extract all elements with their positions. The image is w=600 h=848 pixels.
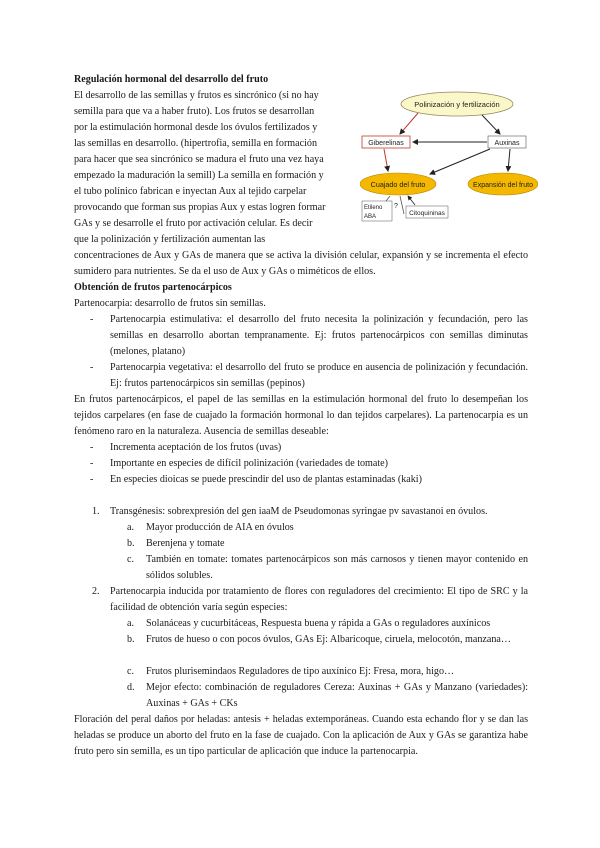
gibberellins-label: Giberelinas [368,140,404,147]
sub-letter: a. [127,522,135,533]
sub-item: Berenjena y tomate [146,538,225,549]
para-line: El desarrollo de las semillas y frutos es sincrónico (si no hay [74,90,319,101]
bullet-pollination: Importante en especies de difícil polinización (variedades de tomate) [110,458,389,469]
bullet-dioecious: En especies dioicas se puede prescindir del uso de plantas estaminadas (kaki) [110,474,422,485]
bullet-dash: - [90,442,94,453]
sub-letter: b. [127,538,135,549]
para-line: que la polinización y fertilización aumentan las [74,234,266,245]
ethylene-label: Etileno [364,205,383,211]
numbered-item-transgenesis: Transgénesis: sobrexpresión del gen iaaM de Pseudomonas syringae pv savastanoi en óvulos. [110,506,488,517]
sub-letter: b. [127,634,135,645]
parthenocarpy-intro: Partenocarpia: desarrollo de frutos sin semillas. [74,298,266,309]
arrow-auxins-fruitset [430,149,490,174]
sub-letter: a. [127,618,135,629]
list-number: 2. [92,586,100,597]
para-line: el tubo polínico fabrican e inyectan Aux al tejido carpelar [74,186,307,197]
para-tail: concentraciones de Aux y GAs de manera que se activa la división celular, expansión y se incrementa el efecto sumidero para nutrientes. Se da el uso de Aux y GAs o miméticos de ellos. [74,250,528,277]
bullet-stimulative: Partenocarpia estimulativa: el desarrollo del fruto necesita la polinización y fecundación, pero las semillas en desarrollo abortan tempranamente. Ej: frutos partenocárpicos con semillas diminutas (melones, platano) [110,314,528,357]
bullet-dash: - [90,474,94,485]
sub-letter: c. [127,554,135,565]
auxins-label: Auxinas [494,140,520,147]
section-title-hormonal: Regulación hormonal del desarrollo del fruto [74,74,269,85]
section-title-parthenocarpy: Obtención de frutos partenocárpicos [74,282,232,293]
arrow-auxins-expansion [508,149,510,171]
bullet-acceptance: Incrementa aceptación de los frutos (uvas) [110,442,282,453]
sub-letter: c. [127,666,135,677]
sub-item: Solanáceas y cucurbitáceas, Respuesta buena y rápida a GAs o reguladores auxínicos [146,618,491,629]
sub-item: Frutos de hueso o con pocos óvulos, GAs Ej: Albaricoque, ciruela, melocotón, manzana… [146,634,511,645]
pollination-label: Polinización y fertilización [414,100,500,109]
cytokinins-label: Citoquininas [409,210,445,217]
arrow-gibberellins-fruitset [384,149,388,171]
sub-letter: d. [127,682,135,693]
para-line: GAs y se desarrolle el fruto por activación celular. Es decir [74,218,313,229]
question-label: ? [394,203,398,210]
fruit-expansion-label: Expansión del fruto [473,182,533,189]
sub-item: Mejor efecto: combinación de reguladores Cereza: Auxinas + GAs y Manzano (variedades): Auxinas + GAs + CKs [146,682,528,709]
sub-item: Frutos plurisemindaos Reguladores de tipo auxínico Ej: Fresa, mora, higo… [146,666,455,677]
inhibit-line-mid [400,196,404,214]
aba-label: ABA [364,214,377,220]
bullet-dash: - [90,362,94,373]
final-paragraph: Floración del peral daños por heladas: antesis + heladas extemporáneas. Cuando esta echando flor y se dan las heladas se produce un aborto del fruto en la fase de cuajado. Con la aplicación de Aux y GAs se garantiza habe fruto pero sin semilla, es un tipo particular de aplicación que induce la partenocarpia. [74,714,528,757]
arrow-cytokinins-fruitset [408,196,415,205]
arrow-pollination-gibberellins [400,113,418,134]
para-line: para hacer que sea sincrónico se madura el fruto una vez haya [74,154,324,165]
arrow-pollination-auxins [482,115,500,134]
para-line: las semillas en desarrollo. (hipertrofia, semilla en formación [74,138,318,149]
bullet-dash: - [90,458,94,469]
list-number: 1. [92,506,100,517]
numbered-item-induced: Partenocarpia inducida por tratamiento de flores con reguladores del crecimiento: El tipo de SRC y la facilidad de obtención varía según especies: [110,586,528,613]
bullet-vegetative: Partenocarpia vegetativa: el desarrollo del fruto se produce en ausencia de polinización y fecundación. Ej: frutos partenocárpicos sin semillas (pepinos) [110,362,528,389]
para-line: semilla para que va a haber fruto). Los frutos se desarrollan [74,106,315,117]
para-line: empezado la maduración la semill) La semilla en formación y [74,170,324,181]
carpel-paragraph: En frutos partenocárpicos, el papel de las semillas en la estimulación hormonal del fruto lo desempeñan los tejidos carpelares (en fase de cuajado la formación hormonal lo dan tejidos carpelares). La partenocarpia es un fenómeno raro en la naturaleza. Ausencia de semillas deseable: [74,394,528,437]
sub-item: Mayor producción de AIA en óvulos [146,522,294,533]
para-line: por la estimulación hormonal desde los óvulos fertilizados y [74,122,318,133]
fruit-set-label: Cuajado del fruto [370,180,426,189]
sub-item: También en tomate: tomates partenocárpicos son más carnosos y tienen mayor contenido en sólidos solubles. [146,554,528,581]
inhibit-line-left [386,196,390,201]
bullet-dash: - [90,314,94,325]
hormone-diagram [360,88,538,224]
para-line: provocando que forman sus propias Aux y estas logren formar [74,202,326,213]
